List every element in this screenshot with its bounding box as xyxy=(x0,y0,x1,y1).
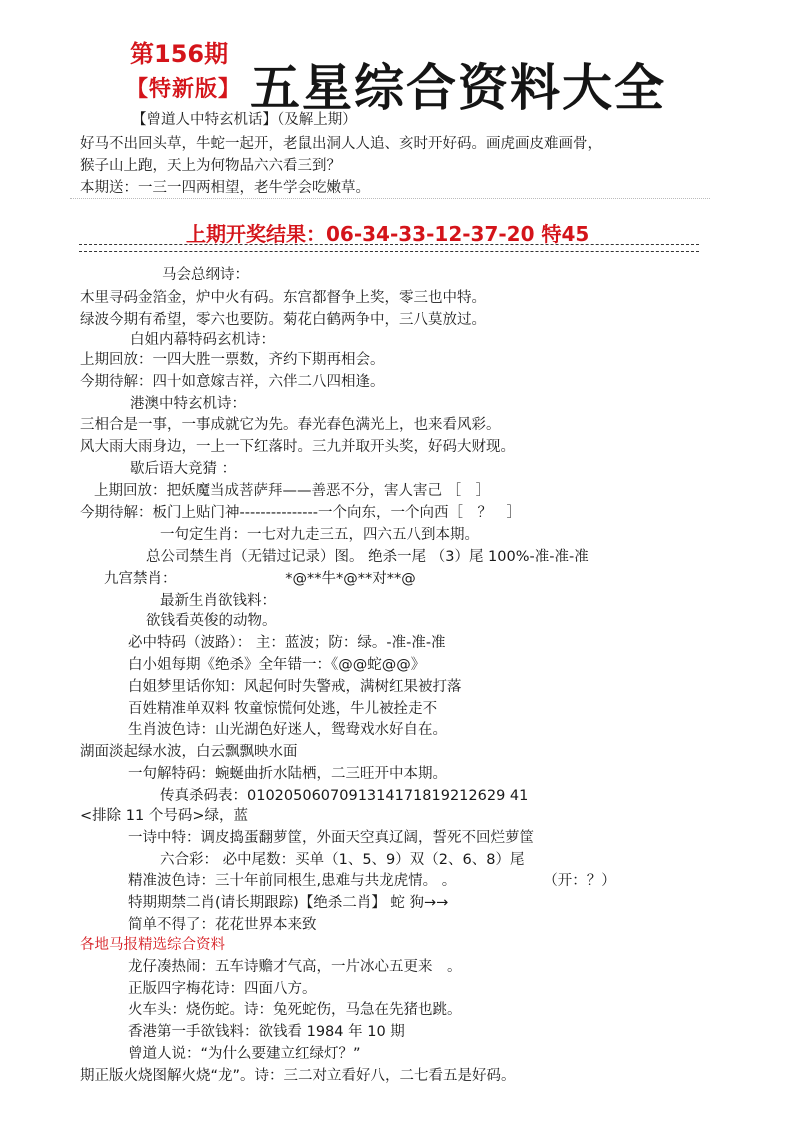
body-line: 曾道人说：“为什么要建立红绿灯？” xyxy=(128,1046,361,1062)
body-line: 九宫禁肖： *@**牛*@**对**@ xyxy=(104,571,416,587)
body-line: 湖面淡起绿水波，白云飘飘映水面 xyxy=(80,744,298,760)
body-line: 欲钱看英俊的动物。 xyxy=(146,613,277,629)
body-line: 火车头：烧伤蛇。诗：兔死蛇伤，马急在先猪也跳。 xyxy=(128,1002,462,1018)
body-line: 白姐内幕特码玄机诗： xyxy=(130,332,275,348)
body-line: 风大雨大雨身边，一上一下红落时。三九并取开头奖，好码大财现。 xyxy=(80,439,515,455)
body-line: 上期回放：一四大胜一票数，齐约下期再相会。 xyxy=(80,352,385,368)
body-line: 歇后语大竞猜 ： xyxy=(130,461,237,477)
top-line: 本期送：一三一四两相望，老牛学会吃嫩草。 xyxy=(80,180,370,196)
body-line: 百姓精准单双料 牧童惊慌何处逃，牛儿被拴走不 xyxy=(128,701,438,717)
body-line: 精准波色诗：三十年前同根生,患难与共龙虎情。 。 （开：？） xyxy=(128,873,616,889)
body-line: 一诗中特：调皮捣蛋翻萝筐，外面天空真辽阔，誓死不回烂萝筐 xyxy=(128,830,534,846)
body-line: 绿波今期有希望，零六也要防。菊花白鹤两争中，三八莫放过。 xyxy=(80,312,486,328)
body-line: <排除 11 个号码>绿，蓝 xyxy=(80,808,248,824)
edition-label: 【特新版】 xyxy=(126,77,242,102)
body-line: 白小姐每期《绝杀》全年错一：《@@蛇@@》 xyxy=(128,657,426,673)
body-line: 马会总纲诗： xyxy=(162,267,249,283)
body-line: 必中特码（波路）： 主：蓝波；防：绿。-准-准-准 xyxy=(128,635,446,651)
page-title: 五星综合资料大全 xyxy=(250,58,666,117)
body-line: 生肖波色诗：山光湖色好迷人，鸳鸯戏水好自在。 xyxy=(128,722,447,738)
body-line: 今期待解：板门上贴门神---------------一个向东，一个向西［ ？ ］ xyxy=(80,505,521,521)
body-line: 三相合是一事，一事成就它为先。春光春色满光上，也来看风彩。 xyxy=(80,417,501,433)
body-line: 传真杀码表：0102050607091314171819212629 41 xyxy=(160,788,529,804)
top-line: 猴子山上跑，天上为何物品六六看三到？ xyxy=(80,158,341,174)
body-line: 今期待解：四十如意嫁吉祥，六伴二八四相逢。 xyxy=(80,374,385,390)
body-line: 香港第一手欲钱料：欲钱看 1984 年 10 期 xyxy=(128,1024,405,1040)
body-line: 最新生肖欲钱料： xyxy=(160,593,276,609)
top-line: 【曾道人中特玄机话】（及解上期） xyxy=(132,112,357,128)
body-line: 特期期禁二肖(请长期跟踪)【绝杀二肖】 蛇 狗→→ xyxy=(128,895,449,911)
body-line: 港澳中特玄机诗： xyxy=(130,396,246,412)
top-line: 好马不出回头草，牛蛇一起开，老鼠出洞人人追、亥时开好码。画虎画皮难画骨， xyxy=(80,136,602,152)
body-line: 木里寻码金箔金，炉中火有码。东宫都督争上奖，零三也中特。 xyxy=(80,290,486,306)
body-line: 总公司禁生肖（无错过记录）图。 绝杀一尾 （3）尾 100%-准-准-准 xyxy=(146,549,589,565)
body-line: 一句解特码：蜿蜒曲折水陆栖，二三旺开中本期。 xyxy=(128,766,447,782)
faint-divider xyxy=(70,198,710,199)
body-line: 龙仔凑热闹：五车诗赡才气高，一片冰心五更来 。 xyxy=(128,959,462,975)
body-line: 简单不得了：花花世界本来致 xyxy=(128,917,317,933)
body-line: 六合彩： 必中尾数：买单（1、5、9）双（2、6、8）尾 xyxy=(160,852,525,868)
issue-number: 第156期 xyxy=(130,40,229,68)
body-line: 白姐梦里话你知：风起何时失警戒，满树红果被打落 xyxy=(128,679,462,695)
body-line: 期正版火烧图解火烧“龙”。诗：三二对立看好八，二七看五是好码。 xyxy=(80,1068,516,1084)
body-line: 上期回放：把妖魔当成菩萨拜——善恶不分，害人害己 ［ ］ xyxy=(94,483,491,499)
double-rule xyxy=(79,244,699,252)
section-heading: 各地马报精选综合资料 xyxy=(80,937,225,953)
body-line: 一句定生肖：一七对九走三五，四六五八到本期。 xyxy=(160,527,479,543)
body-line: 正版四字梅花诗：四面八方。 xyxy=(128,981,317,997)
last-draw-result: 上期开奖结果：06-34-33-12-37-20 特45 xyxy=(186,222,590,246)
